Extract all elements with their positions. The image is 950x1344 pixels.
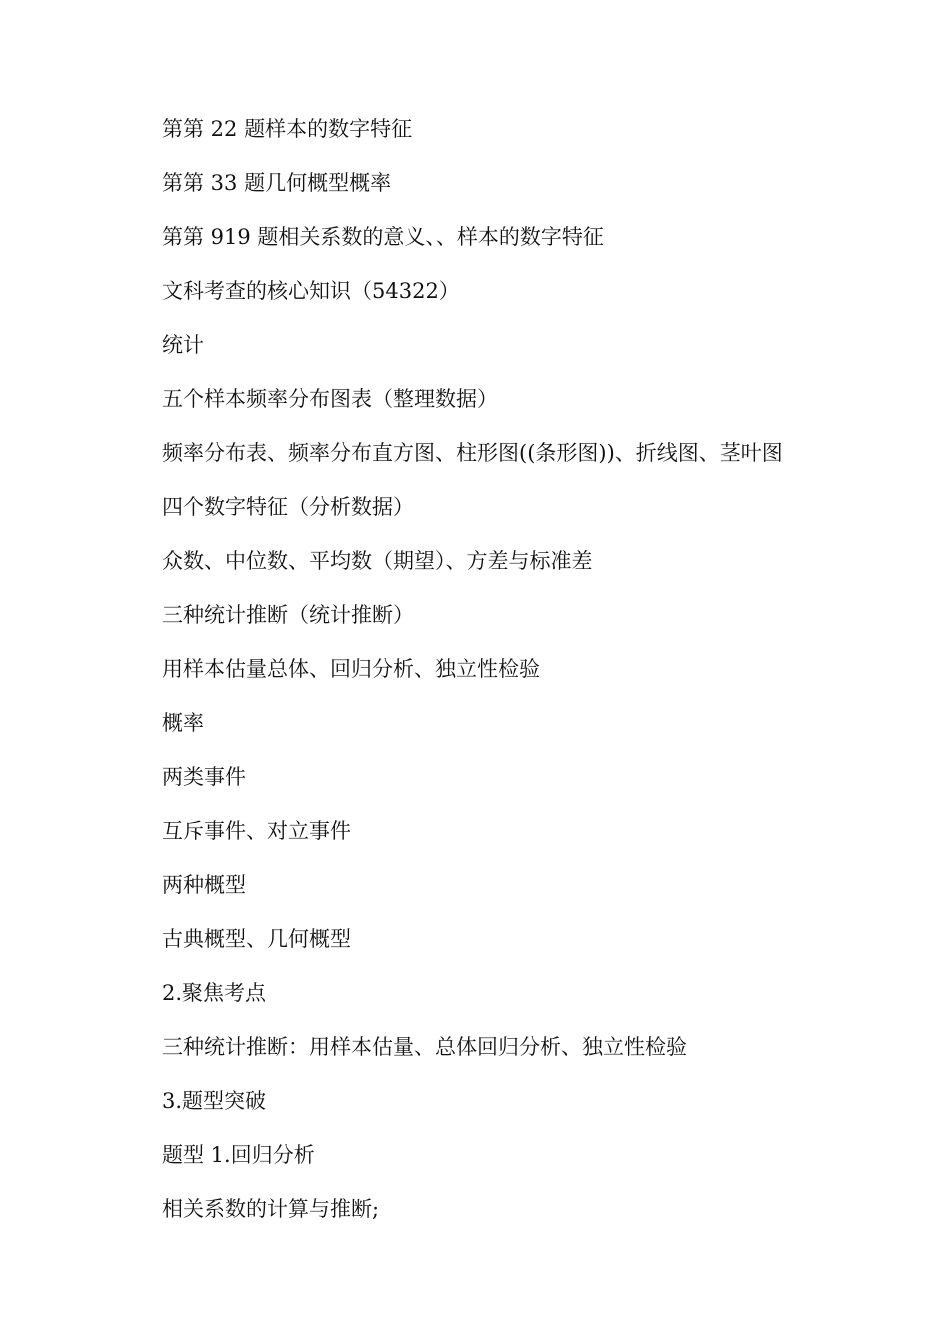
line-q33-geometric-probability: 第第 33 题几何概型概率 xyxy=(162,171,392,195)
line-probability-heading: 概率 xyxy=(162,711,204,735)
line-four-numeric-features: 四个数字特征（分析数据） xyxy=(162,495,414,519)
line-focus-points-heading: 2.聚焦考点 xyxy=(162,981,267,1005)
line-model-list: 古典概型、几何概型 xyxy=(162,927,351,951)
line-three-inferences: 三种统计推断（统计推断） xyxy=(162,603,414,627)
line-two-models: 两种概型 xyxy=(162,873,246,897)
line-q919-correlation-meaning: 第第 919 题相关系数的意义、、样本的数字特征 xyxy=(162,225,604,249)
line-five-frequency-charts: 五个样本频率分布图表（整理数据） xyxy=(162,387,498,411)
line-breakthrough-heading: 3.题型突破 xyxy=(162,1089,267,1113)
line-q22-sample-features: 第第 22 题样本的数字特征 xyxy=(162,117,413,141)
line-event-list: 互斥事件、对立事件 xyxy=(162,819,351,843)
line-focus-points: 三种统计推断：用样本估量、总体回归分析、独立性检验 xyxy=(162,1035,687,1059)
line-feature-list: 众数、中位数、平均数（期望）、方差与标准差 xyxy=(162,549,593,573)
line-type1-regression: 题型 1.回归分析 xyxy=(162,1143,315,1167)
line-two-event-types: 两类事件 xyxy=(162,765,246,789)
line-chart-types: 频率分布表、频率分布直方图、柱形图((条形图))、折线图、茎叶图 xyxy=(162,441,783,465)
line-statistics-heading: 统计 xyxy=(162,333,204,357)
document-body xyxy=(162,112,882,1246)
line-inference-list: 用样本估量总体、回归分析、独立性检验 xyxy=(162,657,540,681)
line-core-knowledge-heading: 文科考查的核心知识（54322） xyxy=(162,279,460,303)
line-correlation-calc: 相关系数的计算与推断; xyxy=(162,1197,380,1221)
